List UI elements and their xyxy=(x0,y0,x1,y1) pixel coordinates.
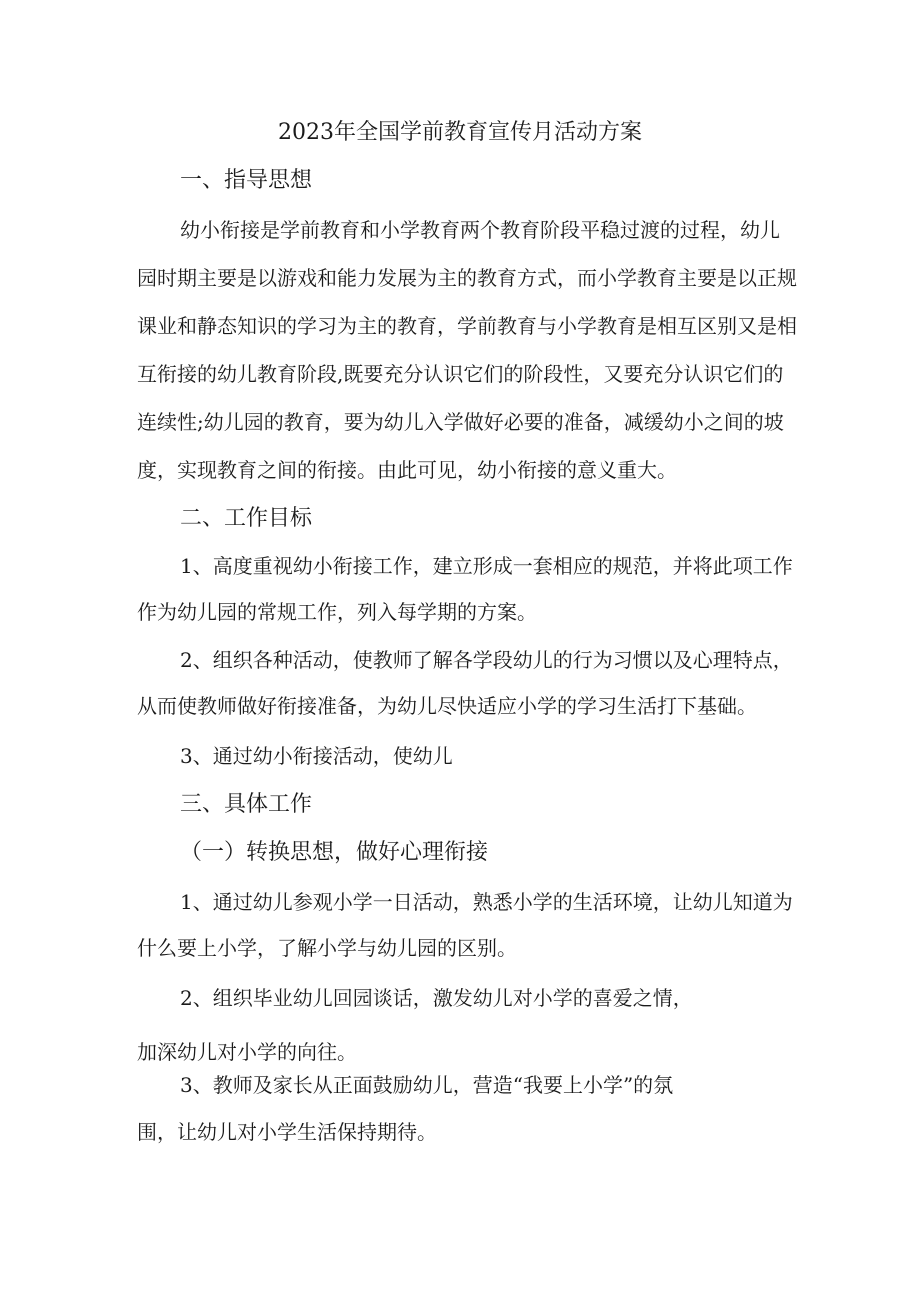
list-item-line: 3、教师及家长从正面鼓励幼儿，营造“我要上小学”的氛 xyxy=(180,1073,674,1097)
list-item-line: 2、组织毕业幼儿回园谈话，激发幼儿对小学的喜爱之情， xyxy=(180,986,693,1010)
paragraph-line: 课业和静态知识的学习为主的教育，学前教育与小学教育是相互区别又是相 xyxy=(137,314,797,338)
paragraph-line: 幼小衔接是学前教育和小学教育两个教育阶段平稳过渡的过程，幼儿 xyxy=(180,218,780,242)
document-title: 2023年全国学前教育宣传月活动方案 xyxy=(278,120,642,145)
section-heading-work-goals: 二、工作目标 xyxy=(180,506,313,531)
section-heading-guiding-thought: 一、指导思想 xyxy=(180,168,313,193)
list-item-line: 围，让幼儿对小学生活保持期待。 xyxy=(137,1120,437,1144)
section-heading-specific-work: 三、具体工作 xyxy=(180,792,313,817)
list-item-line: 什么要上小学，了解小学与幼儿园的区别。 xyxy=(137,936,517,960)
list-item-line: 1、通过幼儿参观小学一日活动，熟悉小学的生活环境，让幼儿知道为 xyxy=(180,890,793,914)
list-item-line: 从而使教师做好衔接准备，为幼儿尽快适应小学的学习生活打下基础。 xyxy=(137,694,757,718)
list-item-line: 2、组织各种活动，使教师了解各学段幼儿的行为习惯以及心理特点， xyxy=(180,648,793,672)
paragraph-line: 连续性;幼儿园的教育，要为幼儿入学做好必要的准备，减缓幼小之间的坡 xyxy=(137,410,784,434)
list-item-line: 加深幼儿对小学的向往。 xyxy=(137,1040,357,1064)
paragraph-line: 度，实现教育之间的衔接。由此可见，幼小衔接的意义重大。 xyxy=(137,458,677,482)
paragraph-line: 园时期主要是以游戏和能力发展为主的教育方式，而小学教育主要是以正规 xyxy=(137,266,797,290)
list-item-line: 3、通过幼小衔接活动，使幼儿 xyxy=(180,744,453,768)
subsection-heading: （一）转换思想，做好心理衔接 xyxy=(180,840,489,865)
list-item-line: 1、高度重视幼小衔接工作，建立形成一套相应的规范，并将此项工作 xyxy=(180,554,793,578)
list-item-line: 作为幼儿园的常规工作，列入每学期的方案。 xyxy=(137,600,537,624)
paragraph-line: 互衔接的幼儿教育阶段,既要充分认识它们的阶段性，又要充分认识它们的 xyxy=(137,362,784,386)
